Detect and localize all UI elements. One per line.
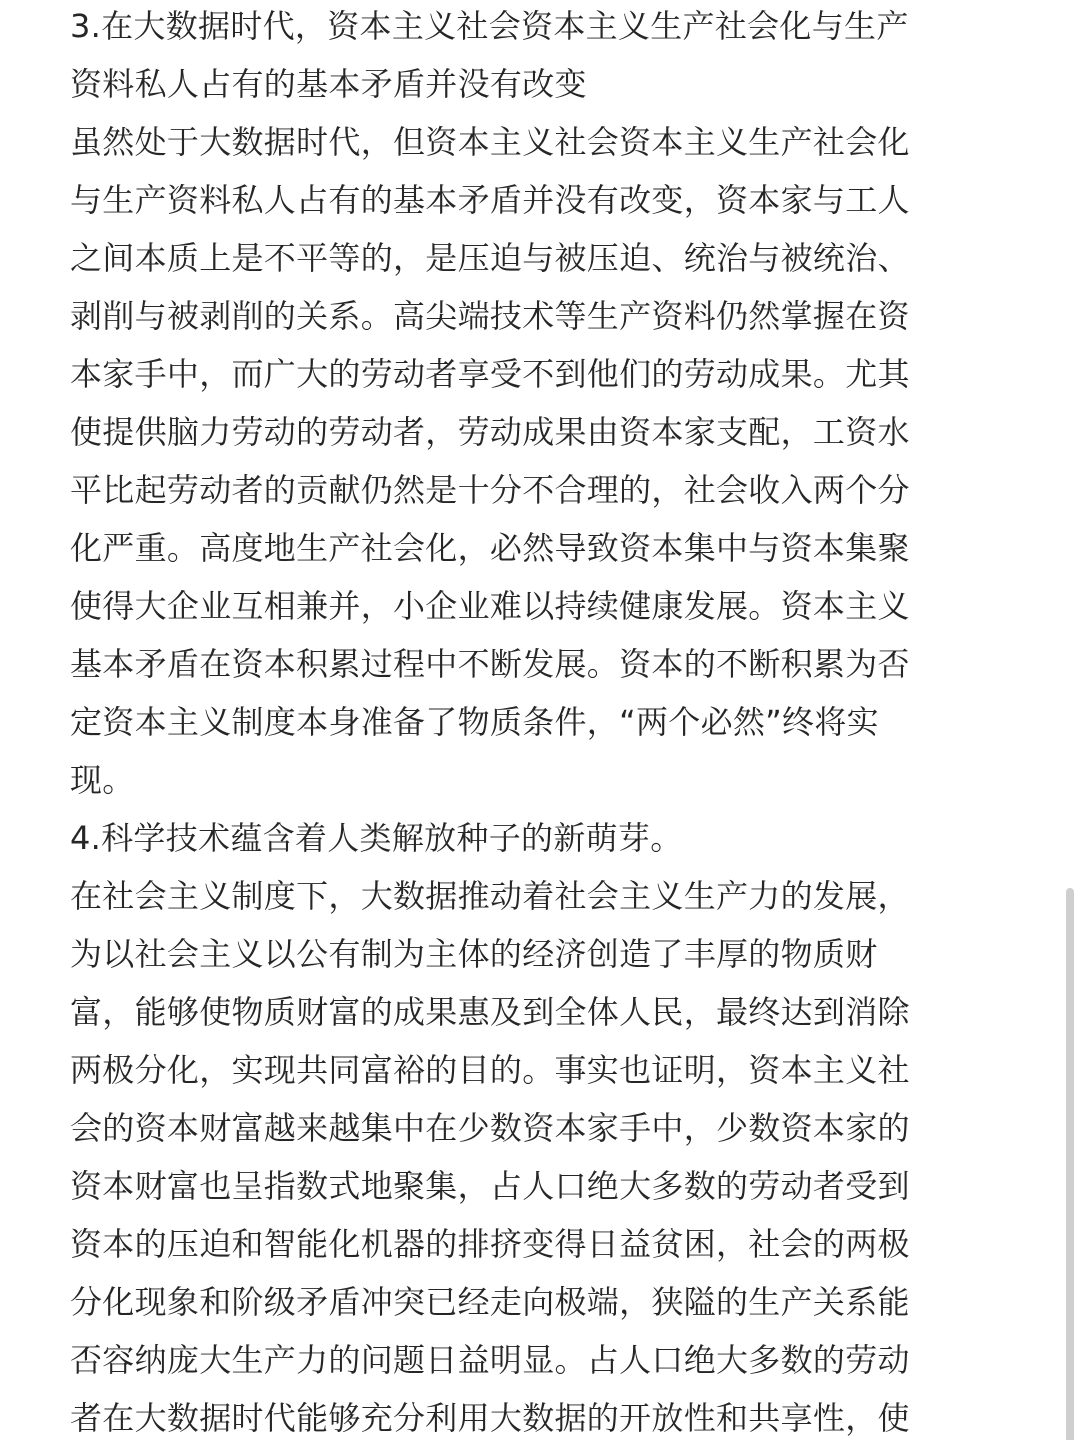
paragraph-line: 剥削与被剥削的关系。高尖端技术等生产资料仍然掌握在资: [70, 297, 910, 335]
paragraph-line: 本家手中，而广大的劳动者享受不到他们的劳动成果。尤其: [70, 355, 910, 393]
heading-section-3-line-1: 3.在大数据时代，资本主义社会资本主义生产社会化与生产: [70, 7, 909, 45]
paragraph-line: 者在大数据时代能够充分利用大数据的开放性和共享性，使: [70, 1399, 910, 1437]
paragraph-line: 为以社会主义以公有制为主体的经济创造了丰厚的物质财: [70, 935, 878, 973]
paragraph-line: 分化现象和阶级矛盾冲突已经走向极端，狭隘的生产关系能: [70, 1283, 910, 1321]
paragraph-line: 资本的压迫和智能化机器的排挤变得日益贫困，社会的两极: [70, 1225, 910, 1263]
paragraph-line: 虽然处于大数据时代，但资本主义社会资本主义生产社会化: [70, 123, 910, 161]
paragraph-line: 使提供脑力劳动的劳动者，劳动成果由资本家支配，工资水: [70, 413, 910, 451]
paragraph-line: 现。: [70, 761, 135, 799]
paragraph-line: 化严重。高度地生产社会化，必然导致资本集中与资本集聚: [70, 529, 910, 567]
paragraph-line: 在社会主义制度下，大数据推动着社会主义生产力的发展，: [70, 877, 910, 915]
paragraph-line: 之间本质上是不平等的，是压迫与被压迫、统治与被统治、: [70, 239, 910, 277]
paragraph-line: 会的资本财富越来越集中在少数资本家手中，少数资本家的: [70, 1109, 910, 1147]
paragraph-line: 定资本主义制度本身准备了物质条件，“两个必然”终将实: [70, 703, 879, 741]
paragraph-line: 否容纳庞大生产力的问题日益明显。占人口绝大多数的劳动: [70, 1341, 910, 1379]
paragraph-line: 富，能够使物质财富的成果惠及到全体人民，最终达到消除: [70, 993, 910, 1031]
paragraph-line: 资本财富也呈指数式地聚集，占人口绝大多数的劳动者受到: [70, 1167, 910, 1205]
heading-section-4: 4.科学技术蕴含着人类解放种子的新萌芽。: [70, 819, 683, 857]
heading-section-3-line-2: 资料私人占有的基本矛盾并没有改变: [70, 65, 587, 103]
scrollbar[interactable]: [1066, 0, 1074, 1440]
paragraph-line: 使得大企业互相兼并，小企业难以持续健康发展。资本主义: [70, 587, 910, 625]
scrollbar-thumb[interactable]: [1066, 888, 1074, 1440]
paragraph-line: 基本矛盾在资本积累过程中不断发展。资本的不断积累为否: [70, 645, 910, 683]
paragraph-line: 平比起劳动者的贡献仍然是十分不合理的，社会收入两个分: [70, 471, 910, 509]
paragraph-line: 两极分化，实现共同富裕的目的。事实也证明，资本主义社: [70, 1051, 910, 1089]
paragraph-line: 与生产资料私人占有的基本矛盾并没有改变，资本家与工人: [70, 181, 910, 219]
article-body: [70, 0, 1005, 1440]
